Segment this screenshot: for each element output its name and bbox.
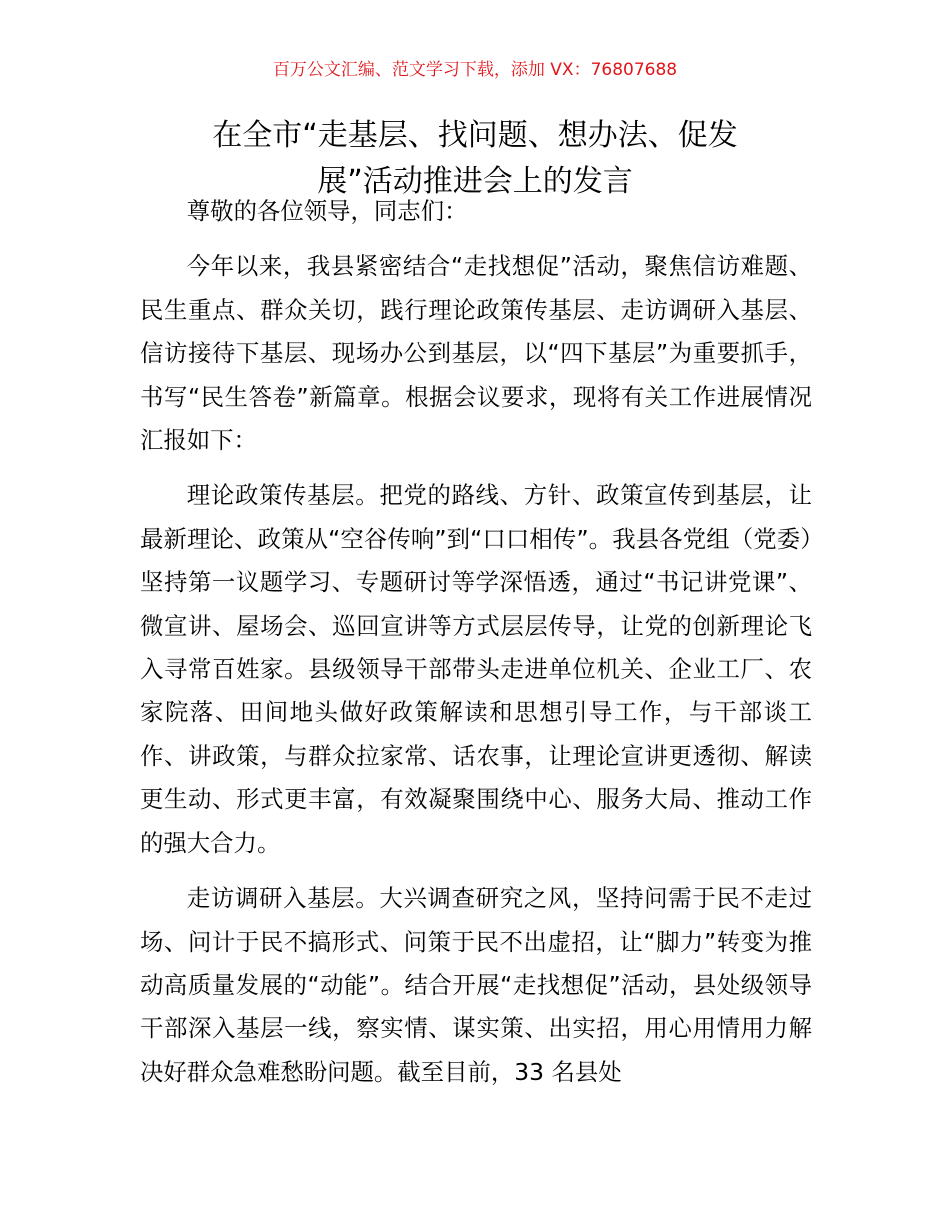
paragraph-intro: 今年以来，我县紧密结合“走找想促”活动，聚焦信访难题、民生重点、群众关切，践行理论政策传基层、走访调研入基层、信访接待下基层、现场办公到基层，以“四下基层”为重要抓手，书写“民生答卷”新篇章。根据会议要求，现将有关工作进展情况汇报如下： <box>140 252 812 455</box>
title-line-1: 在全市“走基层、找问题、想办法、促发 <box>212 118 738 153</box>
paragraph-visit-research: 走访调研入基层。大兴调查研究之风，坚持问需于民不走过场、问计于民不搞形式、问策于民不出虚招，让“脚力”转变为推动高质量发展的“动能”。结合开展“走找想促”活动，县处级领导干部深入基层一线，察实情、谋实策、出实招，用心用情用力解决好群众急难愁盼问题。截至目前，33 名县处 <box>140 884 812 1086</box>
header-watermark-note: 百万公文汇编、范文学习下载，添加 VX：76807688 <box>272 60 678 80</box>
title-line-2: 展”活动推进会上的发言 <box>317 164 633 199</box>
paragraph-theory-policy: 理论政策传基层。把党的路线、方针、政策宣传到基层，让最新理论、政策从“空谷传响”到“口口相传”。我县各党组（党委）坚持第一议题学习、专题研讨等学深悟透，通过“书记讲党课”、微宣讲、屋场会、巡回宣讲等方式层层传导，让党的创新理论飞入寻常百姓家。县级领导干部带头走进单位机关、企业工厂、农家院落、田间地头做好政策解读和思想引导工作，与干部谈工作、讲政策，与群众拉家常、话农事，让理论宣讲更透彻、解读更生动、形式更丰富，有效凝聚围绕中心、服务大局、推动工作的强大合力。 <box>140 481 812 857</box>
salutation: 尊敬的各位领导，同志们： <box>186 197 468 225</box>
document-body <box>140 190 812 1106</box>
